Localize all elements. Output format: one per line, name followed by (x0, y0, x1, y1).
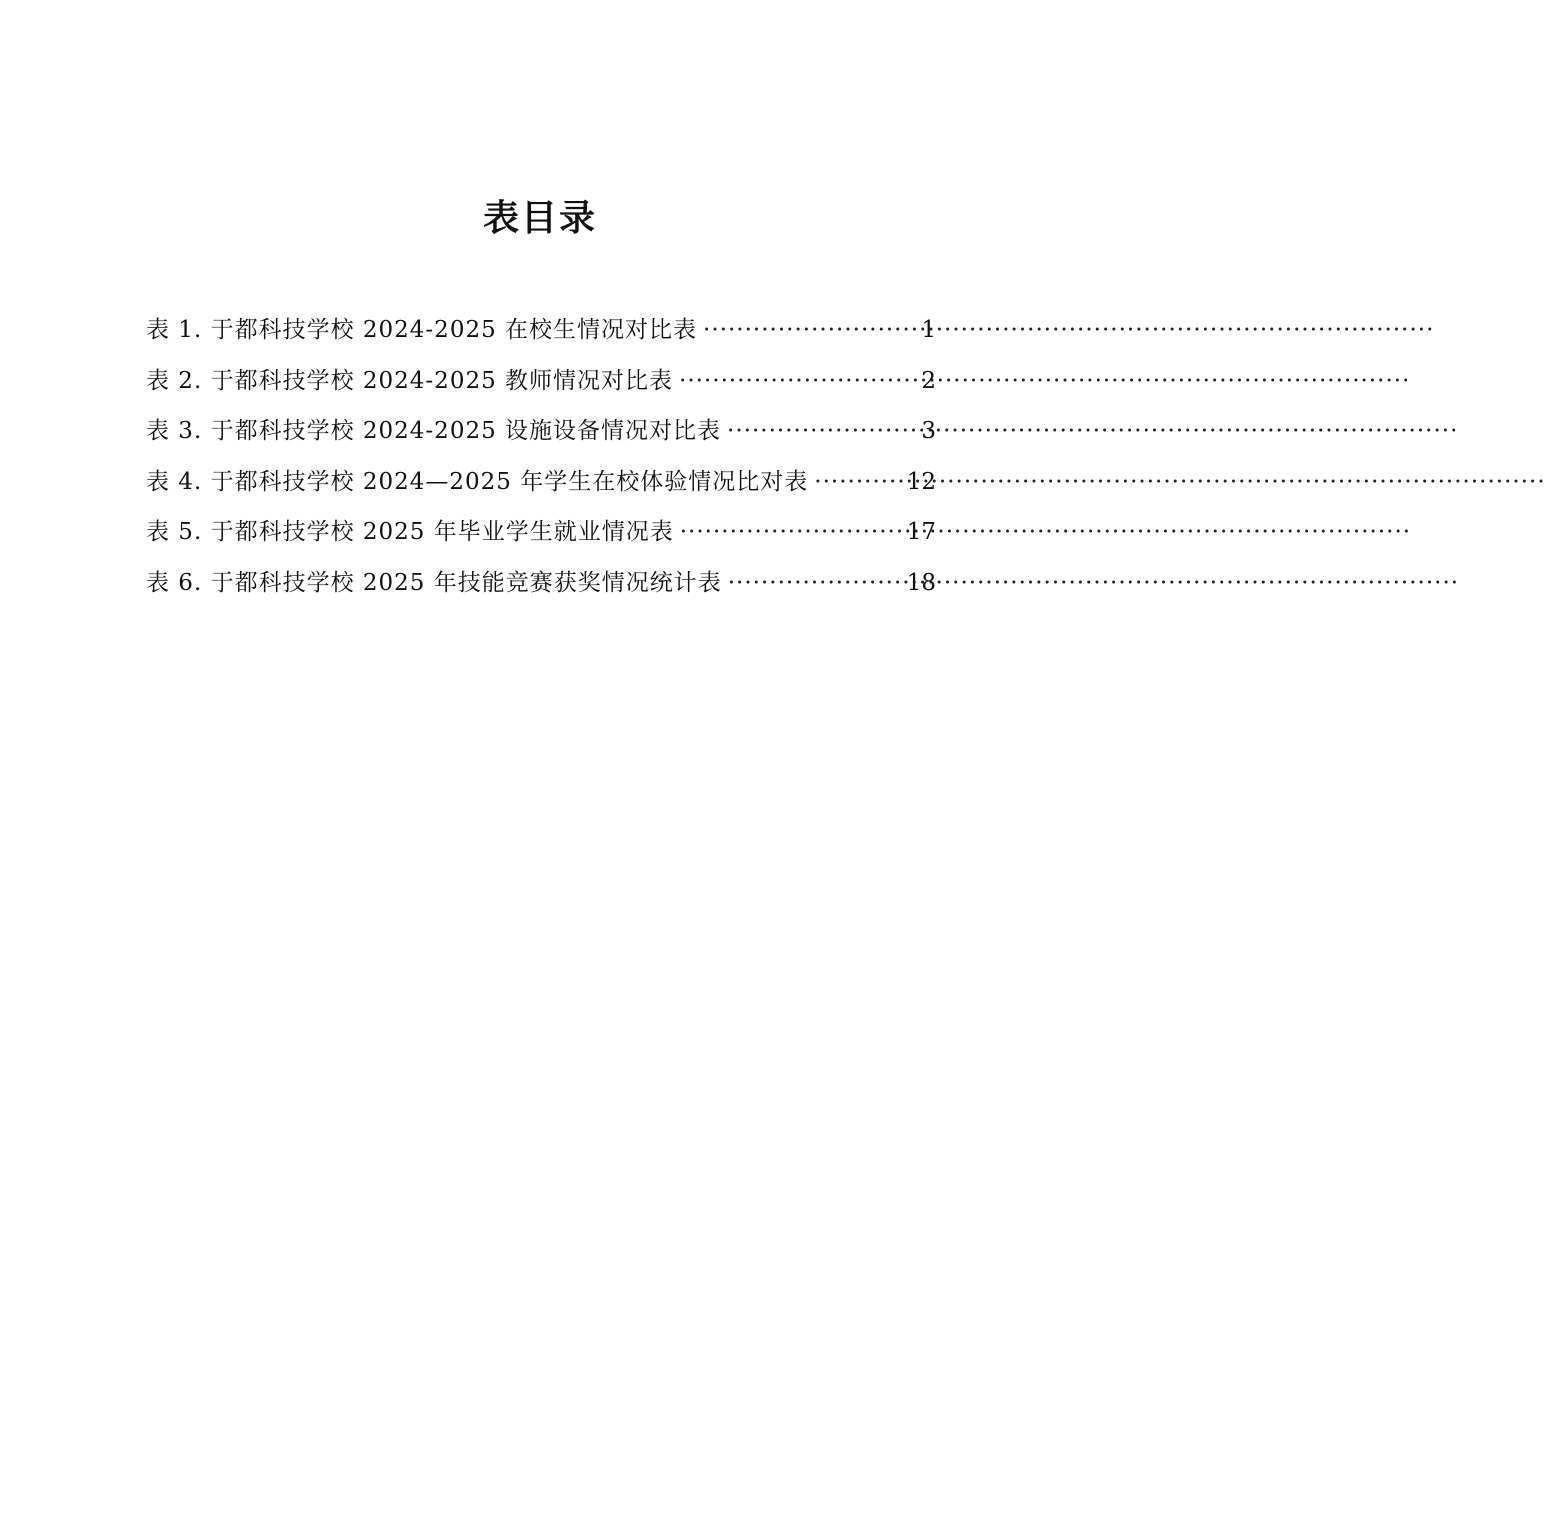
table-of-contents (146, 305, 936, 609)
dot-leader (721, 406, 894, 456)
toc-entry[interactable] (146, 457, 936, 508)
toc-entry-label: 表 1. 于都科技学校 2024-2025 在校生情况对比表 (146, 317, 698, 343)
toc-entry-label: 表 4. 于都科技学校 2024—2025 年学生在校体验情况比对表 (146, 468, 809, 495)
toc-entry-label: 表 3. 于都科技学校 2024-2025 设施设备情况对比表 (146, 418, 722, 445)
toc-entry-label: 表 6. 于都科技学校 2025 年技能竞赛获奖情况统计表 (146, 569, 722, 596)
dot-leader (674, 507, 894, 557)
toc-entry[interactable] (146, 305, 936, 356)
toc-entry-label: 表 2. 于都科技学校 2024-2025 教师情况对比表 (146, 367, 674, 394)
dot-leader (673, 356, 894, 406)
toc-entry-page: 18 (906, 569, 936, 596)
toc-entry-page: 3 (921, 418, 936, 445)
toc-entry-page: 2 (921, 367, 936, 394)
toc-entry-label: 表 5. 于都科技学校 2025 年毕业学生就业情况表 (146, 519, 674, 546)
toc-entry-page: 1 (921, 317, 936, 343)
toc-entry[interactable] (146, 406, 936, 457)
toc-entry[interactable] (146, 507, 936, 558)
toc-entry[interactable] (146, 558, 936, 609)
dot-leader (808, 457, 894, 507)
toc-entry-page: 12 (906, 468, 936, 495)
page-title: 表目录 (482, 198, 597, 239)
dot-leader (697, 305, 894, 355)
toc-entry-page: 17 (906, 519, 936, 546)
dot-leader (722, 558, 894, 608)
toc-entry[interactable] (146, 356, 936, 407)
